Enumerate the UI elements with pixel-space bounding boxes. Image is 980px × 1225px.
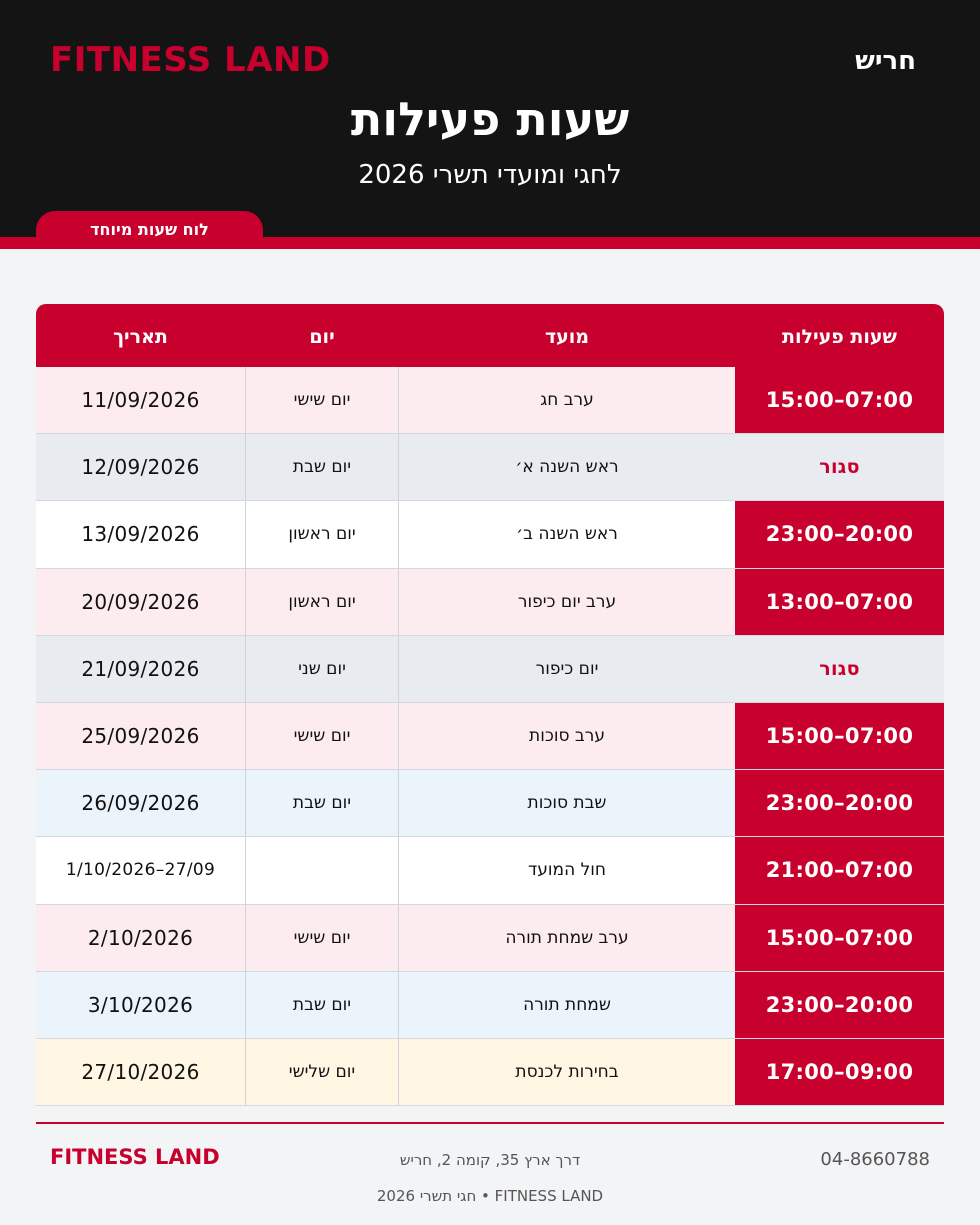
page-title: שעות פעילות <box>350 92 630 146</box>
cell-date: 21/09/2026 <box>36 636 245 702</box>
cell-event: חול המועד <box>399 837 735 903</box>
footer-phone: 04-8660788 <box>820 1149 930 1170</box>
table-row <box>36 837 944 904</box>
column-header-hours: שעות פעילות <box>782 326 897 348</box>
cell-hours: 09:00–17:00 <box>735 1039 944 1105</box>
cell-date: 20/09/2026 <box>36 569 245 635</box>
cell-day: יום שבת <box>245 770 399 836</box>
cell-date: 11/09/2026 <box>36 367 245 433</box>
table-row <box>36 434 944 501</box>
cell-date: 13/09/2026 <box>36 501 245 567</box>
table-row <box>36 972 944 1039</box>
cell-hours: 20:00–23:00 <box>735 770 944 836</box>
cell-event: ראש השנה א׳ <box>399 434 735 500</box>
cell-event: יום כיפור <box>399 636 735 702</box>
table-row <box>36 636 944 703</box>
cell-day: יום שני <box>245 636 399 702</box>
column-header-date: תאריך <box>113 326 168 348</box>
table-row <box>36 703 944 770</box>
cell-day: יום שבת <box>245 434 399 500</box>
cell-day <box>245 837 399 903</box>
cell-hours: 07:00–15:00 <box>735 703 944 769</box>
table-row <box>36 1039 944 1106</box>
footer-divider <box>36 1122 944 1124</box>
footer-note: FITNESS LAND • חגי תשרי 2026 <box>376 1187 604 1205</box>
cell-event: ערב שמחת תורה <box>399 905 735 971</box>
table-row <box>36 501 944 568</box>
table-body <box>36 367 944 1106</box>
cell-hours: סגור <box>735 434 944 500</box>
cell-hours: 07:00–15:00 <box>735 905 944 971</box>
column-header-event: מועד <box>544 326 590 348</box>
hours-table <box>36 304 944 1106</box>
cell-day: יום ראשון <box>245 501 399 567</box>
cell-day: יום שלישי <box>245 1039 399 1105</box>
footer-brand: FITNESS LAND <box>50 1145 220 1169</box>
cell-event: ערב סוכות <box>399 703 735 769</box>
cell-date: 26/09/2026 <box>36 770 245 836</box>
cell-event: שבת סוכות <box>399 770 735 836</box>
footer-address: דרך ארץ 35, קומה 2, חריש <box>399 1151 581 1169</box>
table-row <box>36 367 944 434</box>
cell-date: 25/09/2026 <box>36 703 245 769</box>
cell-hours: 20:00–23:00 <box>735 501 944 567</box>
cell-date: 27/10/2026 <box>36 1039 245 1105</box>
table-header <box>36 304 944 367</box>
city-name: חריש <box>855 46 916 76</box>
special-schedule-badge: לוח שעות מיוחד <box>36 211 263 249</box>
cell-day: יום שבת <box>245 972 399 1038</box>
cell-date: 12/09/2026 <box>36 434 245 500</box>
brand-logo: FITNESS LAND <box>50 40 331 80</box>
table-row <box>36 770 944 837</box>
cell-date: 3/10/2026 <box>36 972 245 1038</box>
table-row <box>36 569 944 636</box>
cell-event: בחירות לכנסת <box>399 1039 735 1105</box>
cell-day: יום שישי <box>245 703 399 769</box>
table-row <box>36 905 944 972</box>
cell-event: ראש השנה ב׳ <box>399 501 735 567</box>
cell-hours: סגור <box>735 636 944 702</box>
cell-hours: 07:00–13:00 <box>735 569 944 635</box>
page-subtitle: לחגי ומועדי תשרי 2026 <box>358 160 622 190</box>
cell-event: ערב חג <box>399 367 735 433</box>
cell-date: 27/09–1/10/2026 <box>36 837 245 903</box>
cell-day: יום שישי <box>245 367 399 433</box>
cell-day: יום שישי <box>245 905 399 971</box>
cell-event: ערב יום כיפור <box>399 569 735 635</box>
cell-hours: 07:00–21:00 <box>735 837 944 903</box>
cell-hours: 20:00–23:00 <box>735 972 944 1038</box>
cell-event: שמחת תורה <box>399 972 735 1038</box>
column-header-day: יום <box>309 326 335 348</box>
cell-hours: 07:00–15:00 <box>735 367 944 433</box>
cell-date: 2/10/2026 <box>36 905 245 971</box>
cell-day: יום ראשון <box>245 569 399 635</box>
